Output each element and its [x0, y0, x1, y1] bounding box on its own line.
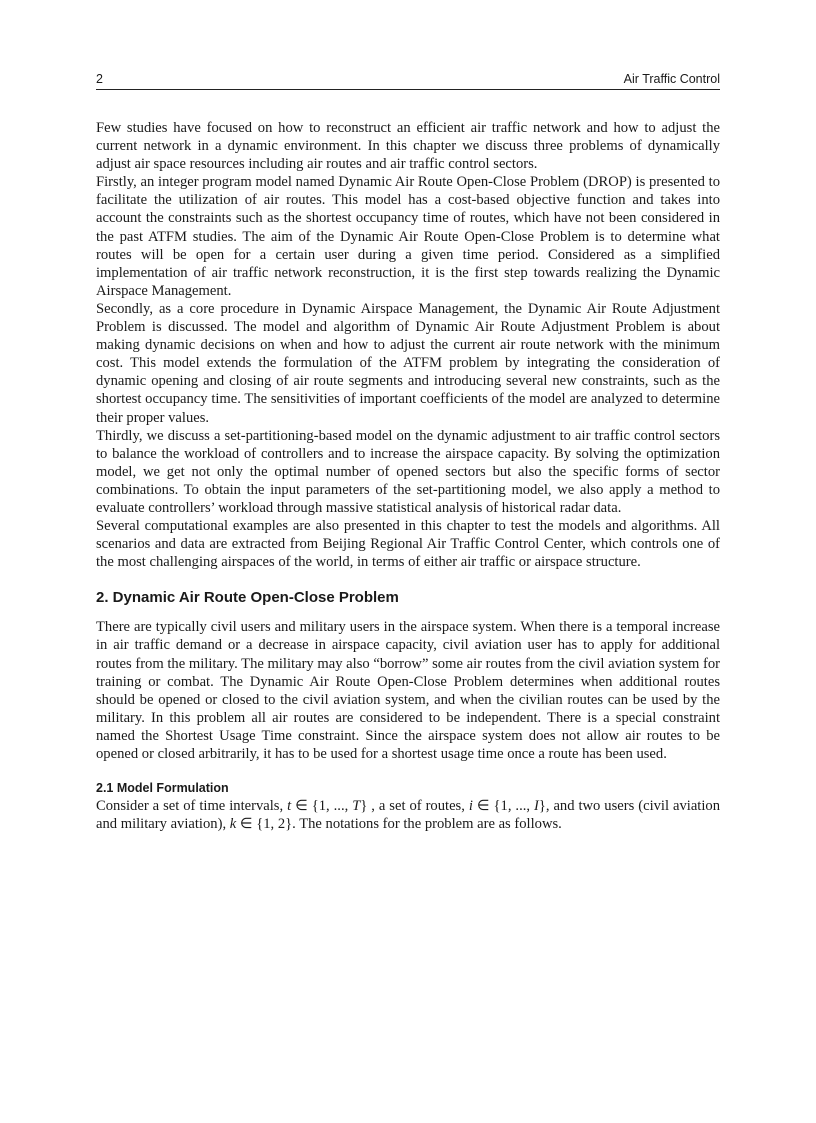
intro-paragraph-4: Thirdly, we discuss a set-partitioning-based model on the dynamic adjustment to air traffic control sectors to balance the workload of controllers and to increase the airspace capacity. By solving the optimization model, we get not only the optimal number of opened sectors but also the specific forms of sector combinations. To obtain the input parameters of the set-partitioning model, we also apply a method to evaluate controllers’ workload through massive statistical analysis of historical radar data. — [96, 427, 720, 516]
set-i: ∈ {1, ..., — [472, 798, 534, 815]
intro-paragraph-2: Firstly, an integer program model named Dynamic Air Route Open-Close Problem (DROP) is presented to facilitate the utilization of air routes. This model has a cost-based objective function and takes into account the constraints such as the shortest occupancy time of routes, which have not been considered in the past ATFM studies. The aim of the Dynamic Air Route Open-Close Problem is to determine what routes will be open for a certain user during a given time period. Considered as a simplified implementation of air traffic network reconstruction, it is the first step towards realizing the Dynamic Airspace Management. — [96, 174, 720, 299]
math-T: T — [352, 798, 361, 815]
set-k: ∈ {1, 2} — [236, 816, 293, 833]
section-2-paragraph: There are typically civil users and military users in the airspace system. When there is a temporal increase in air traffic demand or a decrease in airspace capacity, civil aviation user has to apply for additional routes from the military. The military may also “borrow” some air routes from the civil aviation system for training or combat. The Dynamic Air Route Open-Close Problem determines when additional routes should be opened or closed to the civil aviation system, and when the civilian routes can be used by the military. In this problem all air routes are considered to be independent. There is a special constraint named the Shortest Usage Time constraint. Since the airspace system does not allow air routes to be opened or closed arbitrarily, it has to be used for a shortest usage time once a route has been used. — [96, 619, 720, 762]
body-text — [96, 119, 720, 833]
math-t: t — [287, 798, 292, 815]
intro-paragraph-1: Few studies have focused on how to reconstruct an efficient air traffic network and how to adjust the current network in a dynamic environment. In this chapter we discuss three problems of dynamically adjust air space resources including air routes and air traffic control sectors. — [96, 120, 720, 173]
formulation-text-4: . The notations for the problem are as follows. — [292, 816, 562, 833]
subsection-heading-2-1: 2.1 Model Formulation — [96, 781, 229, 796]
intro-paragraph-3: Secondly, as a core procedure in Dynamic Airspace Management, the Dynamic Air Route Adjustment Problem is discussed. The model and algorithm of Dynamic Air Route Adjustment Problem is about making dynamic decisions on when and how to adjust the current air route network with the minimum cost. This model extends the formulation of the ATFM problem by integrating the consideration of dynamic opening and closing of air route segments and introducing several new constraints, such as the shortest occupancy time. The sensitivities of important coefficients of the model are analyzed to determine their proper values. — [96, 300, 720, 426]
intro-paragraph-5: Several computational examples are also presented in this chapter to test the models and algorithms. All scenarios and data are extracted from Beijing Regional Air Traffic Control Center, which controls one of the most challenging airspaces of the world, in terms of either air traffic or airspace structure. — [96, 518, 720, 571]
model-formulation-paragraph — [96, 797, 720, 833]
formulation-text-2: } , a set of routes, — [360, 798, 469, 815]
set-t: ∈ {1, ..., — [291, 798, 353, 815]
page-number: 2 — [96, 72, 103, 86]
chapter-title: Air Traffic Control — [623, 72, 720, 86]
running-header — [96, 71, 720, 90]
formulation-text-3: }, and two users (civil aviation and military aviation), — [96, 798, 721, 833]
math-i: i — [468, 798, 473, 815]
math-k: k — [229, 816, 237, 833]
section-heading-2: 2. Dynamic Air Route Open-Close Problem — [96, 589, 399, 607]
formulation-text-1: Consider a set of time intervals, — [96, 798, 288, 815]
math-I: I — [533, 798, 539, 815]
